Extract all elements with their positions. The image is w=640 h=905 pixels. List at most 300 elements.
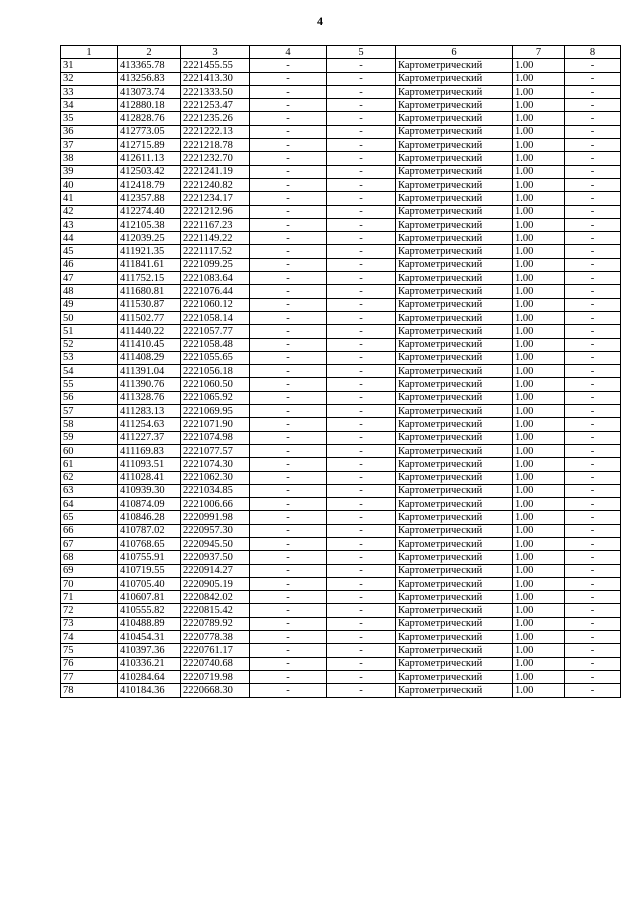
cell-col-8: -	[565, 391, 621, 404]
cell-col-4: -	[250, 458, 327, 471]
cell-coord-y: 2221149.22	[181, 232, 250, 245]
cell-col-4: -	[250, 604, 327, 617]
cell-method: Картометрический	[396, 458, 513, 471]
cell-col-8: -	[565, 418, 621, 431]
cell-col-8: -	[565, 298, 621, 311]
cell-coord-y: 2220761.17	[181, 644, 250, 657]
cell-col-8: -	[565, 218, 621, 231]
cell-point-number: 65	[61, 511, 118, 524]
cell-col-8: -	[565, 99, 621, 112]
cell-coord-x: 411841.61	[118, 258, 181, 271]
cell-point-number: 48	[61, 285, 118, 298]
cell-accuracy: 1.00	[513, 511, 565, 524]
cell-accuracy: 1.00	[513, 218, 565, 231]
cell-point-number: 55	[61, 378, 118, 391]
cell-col-5: -	[327, 152, 396, 165]
table-row	[61, 245, 621, 258]
cell-accuracy: 1.00	[513, 498, 565, 511]
cell-col-4: -	[250, 205, 327, 218]
table-row	[61, 192, 621, 205]
cell-accuracy: 1.00	[513, 591, 565, 604]
cell-coord-y: 2221455.55	[181, 59, 250, 72]
cell-accuracy: 1.00	[513, 418, 565, 431]
cell-coord-y: 2221006.66	[181, 498, 250, 511]
cell-accuracy: 1.00	[513, 285, 565, 298]
cell-point-number: 67	[61, 537, 118, 550]
cell-col-8: -	[565, 125, 621, 138]
cell-col-4: -	[250, 218, 327, 231]
cell-col-5: -	[327, 258, 396, 271]
cell-coord-x: 412828.76	[118, 112, 181, 125]
cell-col-8: -	[565, 537, 621, 550]
header-cell-col-5: 5	[327, 46, 396, 59]
cell-col-5: -	[327, 298, 396, 311]
cell-col-5: -	[327, 604, 396, 617]
cell-col-8: -	[565, 325, 621, 338]
cell-col-4: -	[250, 551, 327, 564]
cell-col-4: -	[250, 564, 327, 577]
cell-col-8: -	[565, 112, 621, 125]
cell-method: Картометрический	[396, 551, 513, 564]
cell-col-5: -	[327, 524, 396, 537]
cell-col-5: -	[327, 551, 396, 564]
cell-col-5: -	[327, 511, 396, 524]
cell-col-8: -	[565, 152, 621, 165]
cell-col-4: -	[250, 484, 327, 497]
cell-accuracy: 1.00	[513, 670, 565, 683]
cell-coord-y: 2221034.85	[181, 484, 250, 497]
cell-coord-x: 412418.79	[118, 178, 181, 191]
cell-coord-x: 410787.02	[118, 524, 181, 537]
cell-col-8: -	[565, 484, 621, 497]
cell-method: Картометрический	[396, 338, 513, 351]
cell-method: Картометрический	[396, 298, 513, 311]
cell-method: Картометрический	[396, 471, 513, 484]
cell-accuracy: 1.00	[513, 471, 565, 484]
table-row	[61, 551, 621, 564]
cell-point-number: 53	[61, 351, 118, 364]
cell-col-8: -	[565, 232, 621, 245]
cell-accuracy: 1.00	[513, 178, 565, 191]
cell-coord-x: 411530.87	[118, 298, 181, 311]
table-row	[61, 165, 621, 178]
cell-method: Картометрический	[396, 232, 513, 245]
cell-col-4: -	[250, 165, 327, 178]
cell-col-8: -	[565, 85, 621, 98]
cell-method: Картометрический	[396, 311, 513, 324]
table-row	[61, 577, 621, 590]
table-row	[61, 139, 621, 152]
cell-col-5: -	[327, 205, 396, 218]
table-row	[61, 152, 621, 165]
cell-col-8: -	[565, 351, 621, 364]
cell-col-5: -	[327, 72, 396, 85]
cell-coord-x: 410284.64	[118, 670, 181, 683]
cell-accuracy: 1.00	[513, 524, 565, 537]
table-row	[61, 684, 621, 697]
cell-point-number: 47	[61, 272, 118, 285]
cell-col-5: -	[327, 85, 396, 98]
cell-coord-y: 2220740.68	[181, 657, 250, 670]
table-row	[61, 591, 621, 604]
cell-col-5: -	[327, 99, 396, 112]
cell-coord-y: 2221057.77	[181, 325, 250, 338]
cell-col-5: -	[327, 272, 396, 285]
cell-coord-x: 411328.76	[118, 391, 181, 404]
cell-col-4: -	[250, 139, 327, 152]
cell-col-8: -	[565, 72, 621, 85]
cell-col-4: -	[250, 577, 327, 590]
cell-col-5: -	[327, 325, 396, 338]
cell-col-5: -	[327, 617, 396, 630]
cell-coord-y: 2221241.19	[181, 165, 250, 178]
cell-point-number: 76	[61, 657, 118, 670]
table-row	[61, 405, 621, 418]
header-cell-method: 6	[396, 46, 513, 59]
cell-col-8: -	[565, 365, 621, 378]
cell-coord-y: 2220789.92	[181, 617, 250, 630]
table-row	[61, 670, 621, 683]
cell-accuracy: 1.00	[513, 657, 565, 670]
cell-point-number: 69	[61, 564, 118, 577]
cell-col-8: -	[565, 670, 621, 683]
cell-method: Картометрический	[396, 431, 513, 444]
cell-method: Картометрический	[396, 245, 513, 258]
cell-col-5: -	[327, 311, 396, 324]
cell-method: Картометрический	[396, 670, 513, 683]
cell-coord-x: 411254.63	[118, 418, 181, 431]
header-cell-col-8: 8	[565, 46, 621, 59]
table-header	[61, 46, 621, 59]
cell-col-5: -	[327, 112, 396, 125]
cell-col-5: -	[327, 644, 396, 657]
table-row	[61, 537, 621, 550]
cell-coord-x: 412357.88	[118, 192, 181, 205]
table-row	[61, 657, 621, 670]
cell-point-number: 49	[61, 298, 118, 311]
cell-coord-y: 2221071.90	[181, 418, 250, 431]
cell-coord-x: 413365.78	[118, 59, 181, 72]
cell-method: Картометрический	[396, 325, 513, 338]
cell-col-8: -	[565, 604, 621, 617]
cell-coord-y: 2221234.17	[181, 192, 250, 205]
cell-point-number: 59	[61, 431, 118, 444]
cell-col-5: -	[327, 431, 396, 444]
cell-coord-x: 410719.55	[118, 564, 181, 577]
cell-point-number: 74	[61, 631, 118, 644]
cell-col-5: -	[327, 125, 396, 138]
cell-coord-y: 2221117.52	[181, 245, 250, 258]
cell-method: Картометрический	[396, 59, 513, 72]
cell-coord-y: 2220914.27	[181, 564, 250, 577]
cell-coord-y: 2221218.78	[181, 139, 250, 152]
cell-accuracy: 1.00	[513, 192, 565, 205]
cell-point-number: 44	[61, 232, 118, 245]
cell-col-8: -	[565, 617, 621, 630]
table-row	[61, 218, 621, 231]
table-body	[61, 59, 621, 697]
cell-col-4: -	[250, 245, 327, 258]
cell-method: Картометрический	[396, 192, 513, 205]
cell-point-number: 63	[61, 484, 118, 497]
cell-coord-x: 412880.18	[118, 99, 181, 112]
cell-coord-y: 2220945.50	[181, 537, 250, 550]
cell-col-5: -	[327, 577, 396, 590]
cell-accuracy: 1.00	[513, 537, 565, 550]
cell-point-number: 56	[61, 391, 118, 404]
cell-col-8: -	[565, 405, 621, 418]
cell-accuracy: 1.00	[513, 72, 565, 85]
cell-coord-x: 412773.05	[118, 125, 181, 138]
cell-col-5: -	[327, 498, 396, 511]
table-row	[61, 311, 621, 324]
table-row	[61, 125, 621, 138]
cell-accuracy: 1.00	[513, 484, 565, 497]
cell-col-4: -	[250, 471, 327, 484]
header-cell-coord-x: 2	[118, 46, 181, 59]
coordinates-table	[60, 45, 621, 698]
cell-coord-y: 2221069.95	[181, 405, 250, 418]
cell-col-4: -	[250, 511, 327, 524]
table-row	[61, 72, 621, 85]
cell-col-8: -	[565, 524, 621, 537]
cell-coord-y: 2221222.13	[181, 125, 250, 138]
cell-coord-y: 2221074.30	[181, 458, 250, 471]
cell-col-4: -	[250, 670, 327, 683]
cell-coord-x: 410397.36	[118, 644, 181, 657]
cell-col-4: -	[250, 311, 327, 324]
cell-accuracy: 1.00	[513, 577, 565, 590]
cell-coord-y: 2221055.65	[181, 351, 250, 364]
cell-point-number: 31	[61, 59, 118, 72]
cell-col-8: -	[565, 631, 621, 644]
table-row	[61, 604, 621, 617]
cell-accuracy: 1.00	[513, 85, 565, 98]
cell-col-8: -	[565, 564, 621, 577]
cell-col-8: -	[565, 378, 621, 391]
cell-col-4: -	[250, 232, 327, 245]
cell-col-8: -	[565, 178, 621, 191]
cell-method: Картометрический	[396, 272, 513, 285]
cell-coord-y: 2220815.42	[181, 604, 250, 617]
cell-point-number: 36	[61, 125, 118, 138]
cell-col-8: -	[565, 551, 621, 564]
cell-point-number: 34	[61, 99, 118, 112]
cell-accuracy: 1.00	[513, 564, 565, 577]
cell-method: Картометрический	[396, 591, 513, 604]
cell-point-number: 37	[61, 139, 118, 152]
cell-method: Картометрический	[396, 178, 513, 191]
header-cell-coord-y: 3	[181, 46, 250, 59]
cell-point-number: 66	[61, 524, 118, 537]
cell-method: Картометрический	[396, 444, 513, 457]
cell-coord-y: 2221240.82	[181, 178, 250, 191]
cell-col-5: -	[327, 684, 396, 697]
cell-accuracy: 1.00	[513, 338, 565, 351]
cell-method: Картометрический	[396, 604, 513, 617]
cell-col-4: -	[250, 298, 327, 311]
cell-coord-x: 411680.81	[118, 285, 181, 298]
cell-accuracy: 1.00	[513, 444, 565, 457]
cell-coord-x: 411169.83	[118, 444, 181, 457]
cell-point-number: 62	[61, 471, 118, 484]
table-row	[61, 418, 621, 431]
cell-col-8: -	[565, 657, 621, 670]
cell-coord-x: 412274.40	[118, 205, 181, 218]
cell-coord-x: 412105.38	[118, 218, 181, 231]
cell-col-8: -	[565, 338, 621, 351]
cell-col-5: -	[327, 365, 396, 378]
cell-col-5: -	[327, 232, 396, 245]
cell-accuracy: 1.00	[513, 125, 565, 138]
cell-col-4: -	[250, 365, 327, 378]
cell-coord-x: 411093.51	[118, 458, 181, 471]
table-row	[61, 498, 621, 511]
cell-col-4: -	[250, 391, 327, 404]
cell-coord-x: 412611.13	[118, 152, 181, 165]
cell-col-5: -	[327, 139, 396, 152]
table-row	[61, 524, 621, 537]
cell-col-8: -	[565, 258, 621, 271]
cell-accuracy: 1.00	[513, 112, 565, 125]
cell-col-4: -	[250, 285, 327, 298]
cell-coord-y: 2221077.57	[181, 444, 250, 457]
cell-accuracy: 1.00	[513, 258, 565, 271]
cell-col-4: -	[250, 631, 327, 644]
cell-coord-x: 410184.36	[118, 684, 181, 697]
cell-accuracy: 1.00	[513, 604, 565, 617]
cell-coord-y: 2221212.96	[181, 205, 250, 218]
cell-method: Картометрический	[396, 577, 513, 590]
cell-coord-x: 410607.81	[118, 591, 181, 604]
table-row	[61, 99, 621, 112]
cell-coord-x: 411390.76	[118, 378, 181, 391]
cell-coord-x: 412039.25	[118, 232, 181, 245]
cell-coord-x: 412503.42	[118, 165, 181, 178]
cell-col-8: -	[565, 139, 621, 152]
cell-coord-y: 2221056.18	[181, 365, 250, 378]
cell-accuracy: 1.00	[513, 617, 565, 630]
cell-point-number: 70	[61, 577, 118, 590]
cell-col-8: -	[565, 285, 621, 298]
cell-coord-y: 2221060.50	[181, 378, 250, 391]
header-cell-point-number: 1	[61, 46, 118, 59]
cell-point-number: 71	[61, 591, 118, 604]
cell-col-8: -	[565, 245, 621, 258]
table-row	[61, 564, 621, 577]
cell-coord-y: 2221333.50	[181, 85, 250, 98]
cell-col-8: -	[565, 684, 621, 697]
cell-point-number: 78	[61, 684, 118, 697]
cell-point-number: 33	[61, 85, 118, 98]
cell-accuracy: 1.00	[513, 152, 565, 165]
cell-point-number: 41	[61, 192, 118, 205]
cell-col-5: -	[327, 165, 396, 178]
cell-method: Картометрический	[396, 205, 513, 218]
cell-coord-x: 410454.31	[118, 631, 181, 644]
cell-accuracy: 1.00	[513, 298, 565, 311]
cell-coord-y: 2221076.44	[181, 285, 250, 298]
cell-coord-y: 2221253.47	[181, 99, 250, 112]
cell-accuracy: 1.00	[513, 99, 565, 112]
cell-accuracy: 1.00	[513, 458, 565, 471]
cell-method: Картометрический	[396, 684, 513, 697]
cell-method: Картометрический	[396, 631, 513, 644]
cell-coord-y: 2221058.48	[181, 338, 250, 351]
cell-col-4: -	[250, 178, 327, 191]
cell-point-number: 72	[61, 604, 118, 617]
cell-col-5: -	[327, 471, 396, 484]
cell-accuracy: 1.00	[513, 365, 565, 378]
cell-col-4: -	[250, 338, 327, 351]
cell-point-number: 77	[61, 670, 118, 683]
cell-coord-x: 410336.21	[118, 657, 181, 670]
cell-method: Картометрический	[396, 85, 513, 98]
cell-accuracy: 1.00	[513, 378, 565, 391]
cell-method: Картометрический	[396, 644, 513, 657]
cell-coord-y: 2221099.25	[181, 258, 250, 271]
cell-coord-y: 2221065.92	[181, 391, 250, 404]
cell-col-5: -	[327, 657, 396, 670]
table-row	[61, 285, 621, 298]
cell-col-8: -	[565, 205, 621, 218]
cell-coord-x: 410705.40	[118, 577, 181, 590]
table-row	[61, 325, 621, 338]
cell-coord-y: 2221058.14	[181, 311, 250, 324]
table-row	[61, 391, 621, 404]
cell-point-number: 60	[61, 444, 118, 457]
cell-col-5: -	[327, 192, 396, 205]
cell-col-4: -	[250, 378, 327, 391]
cell-accuracy: 1.00	[513, 205, 565, 218]
cell-method: Картометрический	[396, 258, 513, 271]
cell-col-8: -	[565, 311, 621, 324]
cell-col-4: -	[250, 272, 327, 285]
cell-method: Картометрический	[396, 351, 513, 364]
cell-point-number: 45	[61, 245, 118, 258]
table-row	[61, 431, 621, 444]
header-row	[61, 46, 621, 59]
cell-method: Картометрический	[396, 165, 513, 178]
cell-col-5: -	[327, 178, 396, 191]
cell-coord-y: 2220842.02	[181, 591, 250, 604]
cell-method: Картометрический	[396, 564, 513, 577]
cell-coord-x: 411752.15	[118, 272, 181, 285]
cell-col-4: -	[250, 418, 327, 431]
cell-point-number: 35	[61, 112, 118, 125]
cell-method: Картометрический	[396, 125, 513, 138]
cell-coord-x: 411408.29	[118, 351, 181, 364]
cell-coord-y: 2221167.23	[181, 218, 250, 231]
header-cell-col-4: 4	[250, 46, 327, 59]
table-row	[61, 378, 621, 391]
cell-coord-x: 411502.77	[118, 311, 181, 324]
cell-col-4: -	[250, 498, 327, 511]
cell-accuracy: 1.00	[513, 431, 565, 444]
cell-col-4: -	[250, 524, 327, 537]
cell-method: Картометрический	[396, 112, 513, 125]
table-row	[61, 178, 621, 191]
cell-coord-x: 410874.09	[118, 498, 181, 511]
cell-method: Картометрический	[396, 537, 513, 550]
cell-col-8: -	[565, 471, 621, 484]
table-row	[61, 617, 621, 630]
cell-col-4: -	[250, 657, 327, 670]
table-row	[61, 458, 621, 471]
table-row	[61, 258, 621, 271]
cell-accuracy: 1.00	[513, 551, 565, 564]
cell-col-5: -	[327, 405, 396, 418]
